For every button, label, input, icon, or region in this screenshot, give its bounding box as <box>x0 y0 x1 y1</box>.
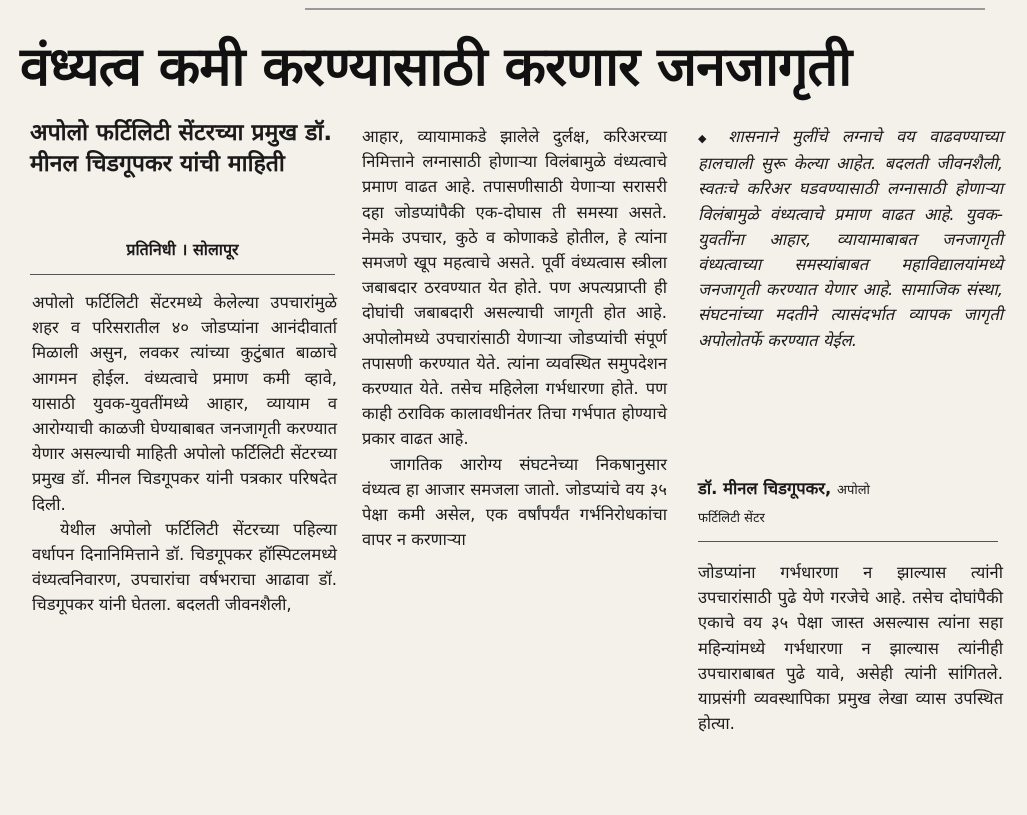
pull-quote <box>698 124 1003 353</box>
paragraph: जोडप्यांना गर्भधारणा न झाल्यास त्यांनी उपचारांसाठी पुढे येणे गरजेचे आहे. तसेच दोघांपैकी एकाचे वय ३५ पेक्षा जास्त असल्यास त्यांना सहा महिन्यांमध्ये गर्भधारणा न झाल्यास त्यांनीही उपचाराबाबत पुढे यावे, असेही त्यांनी सांगितले. याप्रसंगी व्यवस्थापिका प्रमुख लेखा व्यास उपस्थित होत्या. <box>698 563 1003 734</box>
quote-text: शासनाने मुलींचे लग्नाचे वय वाढवण्याच्या हालचाली सुरू केल्या आहेत. बदलती जीवनशैली, स्वतःचे करिअर घडवण्यासाठी लग्नासाठी होणाऱ्या विलंबामुळे वंध्यत्वाचे प्रमाण वाढत आहे. युवक-युवतींना आहार, व्यायामाबाबत जनजागृती वंध्यत्वाच्या समस्यांबाबत महाविद्यालयांमध्ये जनजागृती करण्यात येणार आहे. सामाजिक संस्था, संघटनांच्या मदतीने त्यासंदर्भात व्यापक जागृती अपोलोतर्फे करण्यात येईल. <box>698 127 1003 350</box>
article-column-1 <box>32 290 337 618</box>
quote-author: डॉ. मीनल चिडगूपकर, <box>698 479 832 498</box>
paragraph: अपोलो फर्टिलिटी सेंटरमध्ये केलेल्या उपचारांमुळे शहर व परिसरातील ४० जोडप्यांना आनंदीवार्ता मिळाली असुन, लवकर त्यांच्या कुटुंबात बाळाचे आगमन होईल. वंध्यत्वाचे प्रमाण कमी व्हावे, यासाठी युवक-युवतींमध्ये आहार, व्यायाम व आरोग्याची काळजी घेण्याबाबत जनजागृती करण्यात येणार असल्याची माहिती अपोलो फर्टिलिटी सेंटरच्या प्रमुख डॉ. मीनल चिडगूपकर यांनी पत्रकार परिषदेत दिली. <box>32 293 337 514</box>
byline: प्रतिनिधी । सोलापूर <box>126 240 239 259</box>
quote-attribution <box>698 476 1003 499</box>
article-column-3 <box>698 560 1003 736</box>
subheading: अपोलो फर्टिलिटी सेंटरच्या प्रमुख डॉ. मीनल चिडगूपकर यांची माहिती <box>30 120 333 177</box>
quote-author-role: अपोलो <box>837 483 870 498</box>
paragraph: आहार, व्यायामाकडे झालेले दुर्लक्ष, करिअरच्या निमित्ताने लग्नासाठी होणाऱ्या विलंबामुळे वंध्यत्वाचे प्रमाण वाढत आहे. तपासणीसाठी येणाऱ्या सरासरी दहा जोडप्यांपैकी एक-दोघास ती समस्या असते. नेमके उपचार, कुठे व कोणाकडे होतील, हे त्यांना समजणे खूप महत्वाचे असते. पूर्वी वंध्यत्वास स्त्रीला जबाबदार ठरवण्यात येत होते. पण अपत्यप्राप्ती ही दोघांची जबाबदारी असल्याची जागृती होत आहे. अपोलोमध्ये उपचारांसाठी येणाऱ्या जोडप्यांची संपूर्ण तपासणी करण्यात येते. त्यांना व्यवस्थित समुपदेशन करण्यात येते. तसेच महिलेला गर्भधारणा होते. पण काही ठराविक कालावधीनंतर तिचा गर्भपात होण्याचे प्रकार वाढत आहे. <box>362 127 667 449</box>
top-rule <box>305 8 985 10</box>
article-column-2 <box>362 124 667 552</box>
quote-bullet-icon: ◆ <box>698 132 729 145</box>
paragraph: जागतिक आरोग्य संघटनेच्या निकषानुसार वंध्यत्व हा आजार समजला जातो. जोडप्यांचे वय ३५ पेक्षा कमी असेल, एक वर्षांपर्यंत गर्भनिरोधकांचा वापर न करणाऱ्या <box>362 454 667 550</box>
headline: वंध्यत्व कमी करण्यासाठी करणार जनजागृती <box>20 35 852 98</box>
byline-divider <box>30 274 335 275</box>
quote-divider <box>698 541 998 542</box>
quote-author-role-2: फर्टिलिटी सेंटर <box>698 511 765 526</box>
paragraph: येथील अपोलो फर्टिलिटी सेंटरच्या पहिल्या वर्धापन दिनानिमित्ताने डॉ. चिडगूपकर हॉस्पिटलमध्ये वंध्यत्वनिवारण, उपचारांचा वर्षभराचा आढावा डॉ. चिडगूपकर यांनी घेतला. बदलती जीवनशैली, <box>32 519 337 615</box>
